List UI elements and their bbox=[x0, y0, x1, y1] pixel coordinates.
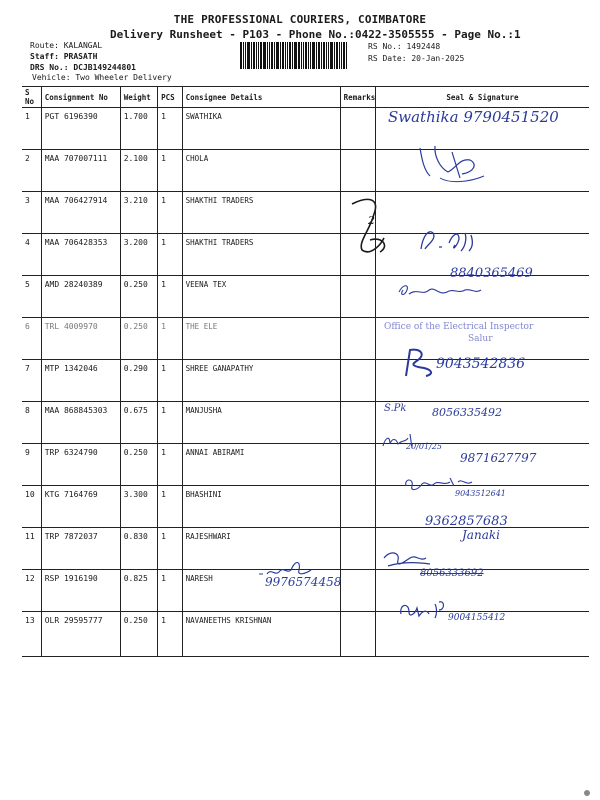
company-title: THE PROFESSIONAL COURIERS, COIMBATORE bbox=[173, 13, 427, 26]
barcode-bar bbox=[276, 42, 279, 69]
barcode-bar bbox=[243, 42, 244, 69]
signature-row8-number: 8056335492 bbox=[432, 406, 502, 419]
barcode-bar bbox=[271, 42, 273, 69]
row-consignment: OLR 29595777 bbox=[41, 612, 120, 657]
row-sno: 10 bbox=[22, 486, 41, 528]
row-remarks bbox=[340, 150, 375, 192]
row-pcs: 1 bbox=[158, 444, 183, 486]
table-row bbox=[22, 402, 589, 444]
row-weight: 0.825 bbox=[120, 570, 157, 612]
barcode-bar bbox=[298, 42, 300, 69]
barcode-bar bbox=[343, 42, 345, 69]
row-sno: 1 bbox=[22, 108, 41, 150]
table-header-row bbox=[22, 87, 589, 108]
row-pcs: 1 bbox=[158, 108, 183, 150]
row-sno: 4 bbox=[22, 234, 41, 276]
row-consignee: RAJESHWARI bbox=[182, 528, 340, 570]
row-consignee: NARESH bbox=[182, 570, 340, 612]
row-remarks bbox=[340, 612, 375, 657]
row-consignment: RSP 1916190 bbox=[41, 570, 120, 612]
barcode-bar bbox=[330, 42, 333, 69]
corner-dot bbox=[584, 790, 590, 796]
signature-row13-scribble bbox=[395, 598, 450, 624]
row-remarks bbox=[340, 486, 375, 528]
annotation-row3: 2 bbox=[368, 214, 375, 227]
row-remarks bbox=[340, 276, 375, 318]
barcode-bar bbox=[316, 42, 317, 69]
barcode-bar bbox=[289, 42, 291, 69]
row-remarks bbox=[340, 444, 375, 486]
row-sno: 2 bbox=[22, 150, 41, 192]
rs-number: RS No.: 1492448 bbox=[368, 42, 441, 51]
row-weight: 1.700 bbox=[120, 108, 157, 150]
col-pcs: PCS bbox=[158, 87, 183, 108]
signature-row13-number: 9004155412 bbox=[448, 613, 506, 623]
drs-number: DRS No.: DCJB149244801 bbox=[30, 63, 136, 72]
row-pcs: 1 bbox=[158, 360, 183, 402]
row-pcs: 1 bbox=[158, 402, 183, 444]
row-weight: 0.250 bbox=[120, 444, 157, 486]
col-consignee: Consignee Details bbox=[182, 87, 340, 108]
row-consignee: SHAKTHI TRADERS bbox=[182, 192, 340, 234]
barcode-bar bbox=[303, 42, 304, 69]
table-row bbox=[22, 276, 589, 318]
barcode-bar bbox=[339, 42, 340, 69]
row-consignment: MTP 1342046 bbox=[41, 360, 120, 402]
col-weight: Weight bbox=[120, 87, 157, 108]
row-pcs: 1 bbox=[158, 612, 183, 657]
row-consignment: MAA 706428353 bbox=[41, 234, 120, 276]
row-pcs: 1 bbox=[158, 486, 183, 528]
row-pcs: 1 bbox=[158, 150, 183, 192]
row-consignment: TRL 4009970 bbox=[41, 318, 120, 360]
signature-row9-date: 20/01/25 bbox=[406, 442, 442, 451]
row-sno: 5 bbox=[22, 276, 41, 318]
barcode-bar bbox=[308, 42, 309, 69]
row-remarks bbox=[340, 528, 375, 570]
row-pcs: 1 bbox=[158, 234, 183, 276]
row-consignment: TRP 6324790 bbox=[41, 444, 120, 486]
row-consignee: CHOLA bbox=[182, 150, 340, 192]
row-weight: 0.290 bbox=[120, 360, 157, 402]
row-sno: 6 bbox=[22, 318, 41, 360]
row-weight: 2.100 bbox=[120, 150, 157, 192]
row-consignment: KTG 7164769 bbox=[41, 486, 120, 528]
row-weight: 3.300 bbox=[120, 486, 157, 528]
row-pcs: 1 bbox=[158, 528, 183, 570]
barcode-bar bbox=[274, 42, 275, 69]
barcode-bar bbox=[318, 42, 320, 69]
row-weight: 0.675 bbox=[120, 402, 157, 444]
vehicle-label: Vehicle: Two Wheeler Delivery bbox=[32, 73, 172, 82]
scribble-row3 bbox=[340, 190, 410, 265]
barcode-bar bbox=[294, 42, 297, 69]
row-consignee: THE ELE bbox=[182, 318, 340, 360]
row-weight: 0.250 bbox=[120, 276, 157, 318]
signature-row12-number: 9976574458 bbox=[265, 575, 342, 589]
signature-row8-initials: S.Pk bbox=[384, 403, 407, 414]
barcode-bar bbox=[328, 42, 329, 69]
barcode-bar bbox=[247, 42, 250, 69]
signature-row5-scribble bbox=[395, 278, 485, 302]
row-remarks bbox=[340, 108, 375, 150]
barcode-bar bbox=[323, 42, 325, 69]
row-consignee: SWATHIKA bbox=[182, 108, 340, 150]
row-consignee: ANNAI ABIRAMI bbox=[182, 444, 340, 486]
barcode-bar bbox=[292, 42, 293, 69]
barcode-bar bbox=[267, 42, 268, 69]
row-sno: 9 bbox=[22, 444, 41, 486]
barcode-bar bbox=[245, 42, 246, 69]
barcode-bar bbox=[305, 42, 307, 69]
row-consignment: PGT 6196390 bbox=[41, 108, 120, 150]
col-signature: Seal & Signature bbox=[375, 87, 589, 108]
row-sno: 7 bbox=[22, 360, 41, 402]
barcode-bar bbox=[285, 42, 286, 69]
signature-row7-scribble bbox=[400, 346, 440, 380]
barcode-bar bbox=[326, 42, 327, 69]
signature-row9-number: 9871627797 bbox=[460, 451, 537, 465]
signature-row4-scribble bbox=[415, 225, 505, 255]
barcode-bar bbox=[321, 42, 322, 69]
barcode-bar bbox=[310, 42, 311, 69]
barcode-bar bbox=[346, 42, 347, 69]
signature-row1: Swathika 9790451520 bbox=[388, 108, 559, 126]
row-weight: 3.210 bbox=[120, 192, 157, 234]
rs-date: RS Date: 20-Jan-2025 bbox=[368, 54, 465, 63]
barcode-bar bbox=[341, 42, 342, 69]
col-remarks: Remarks bbox=[340, 87, 375, 108]
row-consignee: SHAKTHI TRADERS bbox=[182, 234, 340, 276]
row-consignee: MANJUSHA bbox=[182, 402, 340, 444]
row-consignment: MAA 868845303 bbox=[41, 402, 120, 444]
signature-row10-number: 9043512641 bbox=[455, 489, 506, 498]
staff-label: Staff: PRASATH bbox=[30, 52, 98, 61]
barcode-bar bbox=[336, 42, 338, 69]
office-stamp-line2: Salur bbox=[468, 334, 493, 344]
row-pcs: 1 bbox=[158, 570, 183, 612]
route-label: Route: KALANGAL bbox=[30, 41, 103, 50]
row-consignee: NAVANEETHS KRISHNAN bbox=[182, 612, 340, 657]
barcode-bar bbox=[334, 42, 335, 69]
col-sno: S No bbox=[22, 87, 41, 108]
signature-row12-struck-number: 8056333692 bbox=[420, 568, 484, 579]
barcode-bar bbox=[280, 42, 281, 69]
signature-row11-name: Janaki bbox=[462, 528, 500, 542]
row-consignment: MAA 706427914 bbox=[41, 192, 120, 234]
barcode-bar bbox=[301, 42, 302, 69]
barcode-bar bbox=[251, 42, 252, 69]
barcode-bar bbox=[263, 42, 266, 69]
signature-row2-scribble bbox=[400, 138, 510, 188]
row-consignment: AMD 28240389 bbox=[41, 276, 120, 318]
barcode-bar bbox=[253, 42, 255, 69]
row-remarks bbox=[340, 402, 375, 444]
barcode-bar bbox=[269, 42, 270, 69]
row-consignment: TRP 7872037 bbox=[41, 528, 120, 570]
barcode-bar bbox=[287, 42, 288, 69]
barcode-bar bbox=[240, 42, 242, 69]
row-sno: 11 bbox=[22, 528, 41, 570]
row-pcs: 1 bbox=[158, 276, 183, 318]
row-sno: 8 bbox=[22, 402, 41, 444]
office-stamp-line1: Office of the Electrical Inspector bbox=[384, 322, 534, 332]
row-sno: 13 bbox=[22, 612, 41, 657]
row-sno: 3 bbox=[22, 192, 41, 234]
row-weight: 3.200 bbox=[120, 234, 157, 276]
row-consignee: VEENA TEX bbox=[182, 276, 340, 318]
barcode-bar bbox=[260, 42, 262, 69]
row-remarks bbox=[340, 360, 375, 402]
row-consignee: SHREE GANAPATHY bbox=[182, 360, 340, 402]
row-weight: 0.830 bbox=[120, 528, 157, 570]
barcode-bar bbox=[312, 42, 315, 69]
signature-row7-number: 9043542836 bbox=[436, 356, 526, 372]
col-consignment: Consignment No bbox=[41, 87, 120, 108]
signature-row5-number: 8840365469 bbox=[450, 266, 533, 281]
row-pcs: 1 bbox=[158, 192, 183, 234]
row-weight: 0.250 bbox=[120, 318, 157, 360]
row-remarks bbox=[340, 570, 375, 612]
row-consignee: BHASHINI bbox=[182, 486, 340, 528]
runsheet-title: Delivery Runsheet - P103 - Phone No.:0422-3505555 - Page No.:1 bbox=[110, 28, 521, 41]
barcode-bar bbox=[258, 42, 259, 69]
barcode bbox=[240, 42, 355, 69]
row-sno: 12 bbox=[22, 570, 41, 612]
signature-row11-number: 9362857683 bbox=[425, 514, 508, 529]
row-pcs: 1 bbox=[158, 318, 183, 360]
row-weight: 0.250 bbox=[120, 612, 157, 657]
barcode-bar bbox=[256, 42, 257, 69]
row-remarks bbox=[340, 318, 375, 360]
barcode-bar bbox=[282, 42, 284, 69]
row-consignment: MAA 707007111 bbox=[41, 150, 120, 192]
